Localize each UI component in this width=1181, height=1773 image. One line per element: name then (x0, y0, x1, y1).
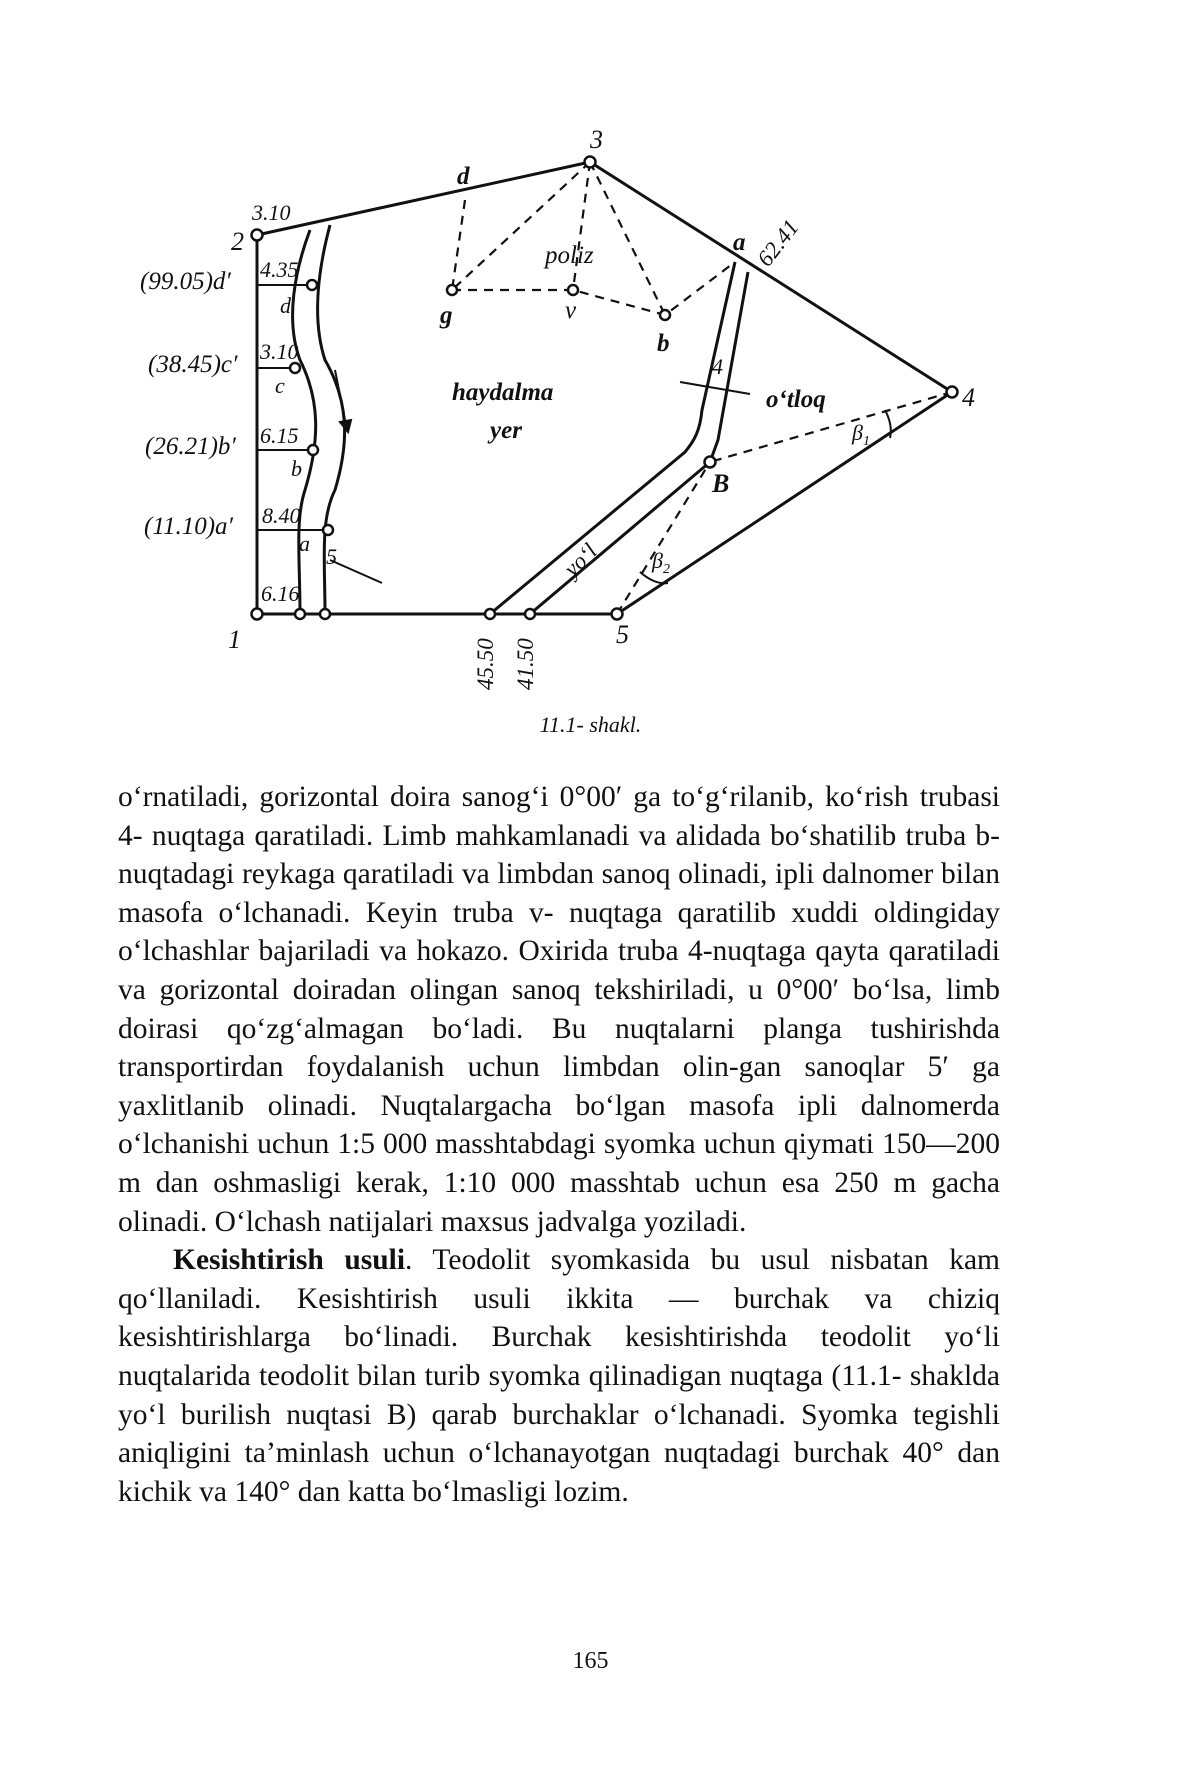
river-width-number: 5 (326, 544, 337, 569)
angle-beta2-label: $\beta_2$ (652, 548, 670, 577)
angle-beta1-label: $\beta_1$ (852, 420, 870, 449)
label-point-3: 3 (590, 125, 603, 154)
offset-label-b: (26.21)b′ (145, 433, 236, 460)
point-4-marker (947, 387, 958, 398)
ray-g-v-b-a (452, 262, 735, 315)
pasture-label: o‘tloq (766, 386, 826, 413)
river-letter-b: b (291, 456, 302, 481)
label-point-d: d (457, 163, 470, 190)
road-point-bottom-1 (485, 609, 495, 619)
page-number: 165 (572, 1648, 609, 1674)
road-offset-label: 41.50 (513, 638, 538, 690)
offset-label-c: (38.45)c′ (148, 351, 238, 378)
river-offset-label: 6.15 (260, 423, 299, 448)
road-name-label: yo‘l (558, 538, 602, 582)
label-point-v: v (565, 297, 577, 324)
river-point-bottom-2 (320, 609, 330, 619)
river-offset-label: 6.16 (261, 581, 300, 606)
figure-caption: 11.1- shakl. (539, 712, 642, 737)
offset-label-a: (11.10)a′ (144, 513, 234, 540)
road-point-bottom-2 (525, 609, 535, 619)
ray-3-v (573, 162, 590, 290)
point-g-marker (447, 285, 457, 295)
field-label-line1: haydalma (452, 379, 554, 406)
paragraph-1: o‘rnatiladi, gorizontal doira sanog‘i 0°00′ ga to‘g‘rilanib, ko‘rish trubasi 4- nuqtaga qaratiladi. Limb mahkamlanadi va alidada bo‘shatilib truba b- nuqtadagi reykaga qaratiladi va limbdan sanoq olinadi, ipli dalnomer bilan masofa o‘lchanadi. Keyin truba v- nuqtaga qaratilib xuddi oldingiday o‘lchashlar bajariladi va hokazo. Oxirida truba 4-nuqtaga qayta qaratiladi va gorizontal doiradan olingan sanoq tekshiriladi, u 0°00′ bo‘lsa, limb doirasi qo‘zg‘almagan bo‘ladi. Bu nuqtalarni planga tushirishda transportirdan foydalanish uchun limbdan olin-gan sanoqlar 5′ ga yaxlitlanib olinadi. Nuqtalargacha bo‘lgan masofa ipli dalnomerda o‘lchanishi uchun 1:5 000 masshtabdagi syomka uchun qiymati 150—200 m dan oshmasligi kerak, 1:10 000 masshtab uchun esa 250 m gacha olinadi. O‘lchash natijalari maxsus jadvalga yoziladi. (118, 781, 1000, 1238)
traverse-line (257, 162, 952, 614)
label-point-5: 5 (616, 620, 629, 649)
river-offset-label: 8.40 (262, 503, 301, 528)
survey-figure (0, 0, 1181, 700)
river-flow-arrow (335, 370, 345, 420)
river-letter-a: a (299, 531, 310, 556)
offset-label-d: (99.05)d′ (140, 268, 231, 295)
arrow-head-icon (340, 420, 351, 432)
river-point-bottom-1 (295, 609, 305, 619)
label-point-a: a (733, 229, 746, 256)
body-text (118, 778, 1000, 1511)
ray-4-B (710, 392, 952, 462)
point-2-marker (252, 230, 263, 241)
river-point-a (323, 525, 333, 535)
paragraph-2 (118, 1241, 1000, 1511)
garden-label: poliz (545, 242, 594, 269)
river-point-d (307, 280, 317, 290)
field-label-line2: yer (490, 417, 522, 444)
point-B-marker (705, 457, 716, 468)
label-point-2: 2 (231, 227, 244, 256)
road-width-mark (680, 382, 750, 394)
river-offset-label: 4.35 (260, 257, 299, 282)
river-point-c (290, 363, 300, 373)
point-v-marker (568, 285, 578, 295)
traverse-distance-label: 62.41 (752, 214, 804, 272)
paragraph-2-heading: Kesishtirish usuli (173, 1244, 406, 1277)
road-width-number: 4 (712, 354, 723, 379)
point-3-marker (585, 157, 596, 168)
label-point-4: 4 (962, 383, 975, 412)
point-5-marker (612, 609, 623, 620)
ray-3-g (452, 162, 590, 290)
river-width-mark (330, 560, 382, 583)
ray-d-g (452, 200, 465, 290)
river-point-b (308, 445, 318, 455)
river-letter-d: d (280, 293, 291, 318)
point-b-marker (660, 310, 670, 320)
label-point-b: b (657, 330, 670, 357)
river-offset-label: 3.10 (252, 200, 291, 225)
river-offset-label: 3.10 (260, 339, 299, 364)
label-point-g: g (440, 302, 453, 329)
river-letter-c: c (275, 373, 285, 398)
point-1-marker (252, 609, 263, 620)
label-point-1: 1 (228, 625, 241, 654)
label-point-B: B (712, 469, 730, 498)
road-offset-label: 45.50 (473, 638, 498, 690)
paragraph-2-body: . Teodolit syomkasida bu usul nisbatan kam qo‘llaniladi. Kesishtirish usuli ikkita — burchak va chiziq kesishtirishlarga bo‘linadi. Burchak kesishtirishda teodolit yo‘li nuqtalarida teodolit bilan turib syomka qilinadigan nuqtaga (11.1- shaklda yo‘l burilish nuqtasi B) qarab burchaklar o‘lchanadi. Syomka tegishli aniqligini ta’minlash uchun o‘lchanayotgan nuqtadagi burchak 40° dan kichik va 140° dan katta bo‘lmasligi lozim. (118, 1244, 1000, 1508)
ray-5-B (617, 462, 710, 614)
